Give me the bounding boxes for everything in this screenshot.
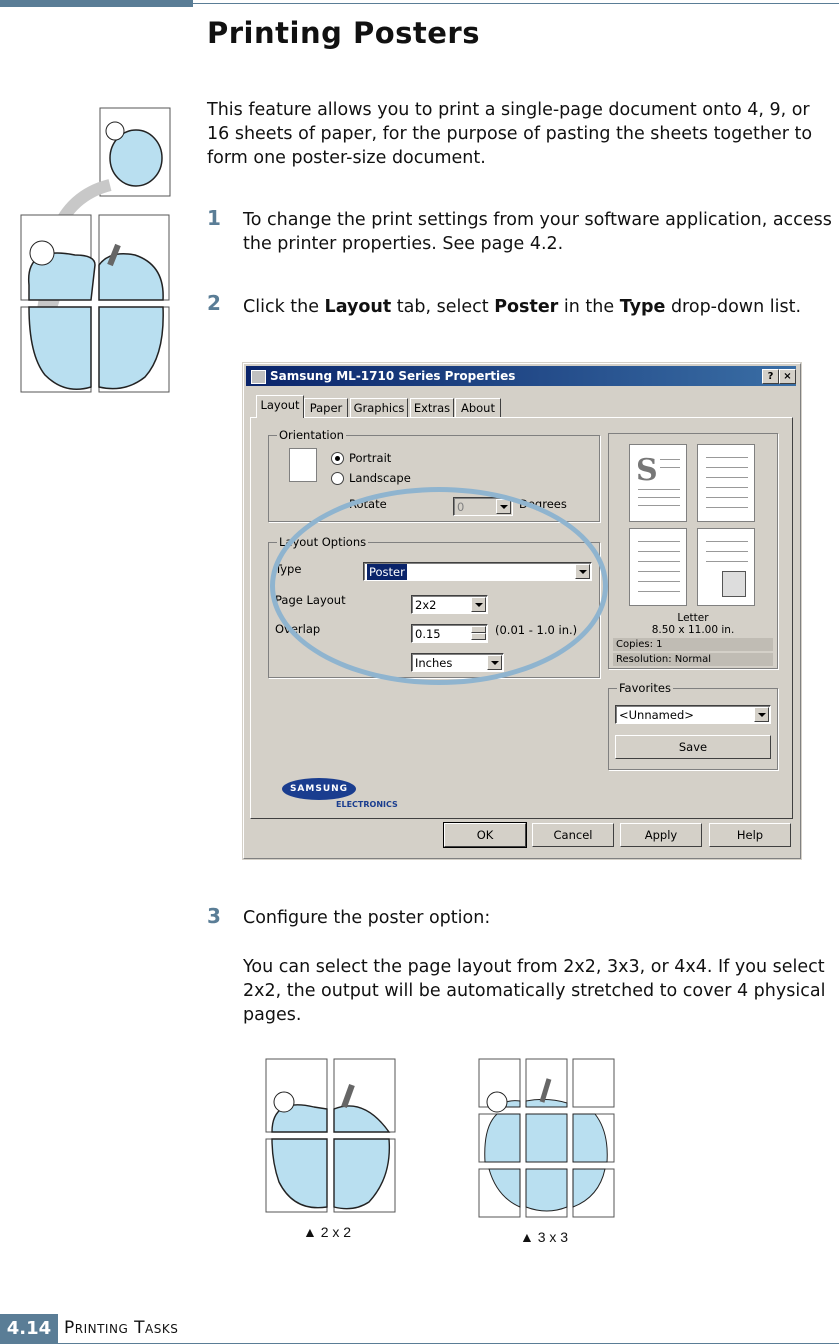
preview-line [638,561,680,562]
portrait-label: Portrait [349,451,392,465]
tab-graphics[interactable]: Graphics [350,398,408,418]
preview-line [638,591,680,592]
samsung-logo: SAMSUNG [282,778,356,800]
help-button[interactable]: Help [709,823,791,847]
layout-tab-ref: Layout [324,297,392,317]
tab-layout[interactable]: Layout [256,395,304,418]
resolution-info: Resolution: Normal [613,653,773,666]
chevron-down-icon [754,707,769,722]
degrees-label: Degrees [519,497,567,511]
preview-line [706,497,748,498]
preview-line [638,551,680,552]
cancel-button[interactable]: Cancel [532,823,614,847]
help-title-button[interactable]: ? [762,369,779,384]
orientation-label: Orientation [279,428,344,442]
preview-line [638,497,680,498]
preview-line [706,487,748,488]
dialog-title: Samsung ML-1710 Series Properties [270,369,516,383]
favorites-select[interactable] [615,705,771,724]
preview-page [697,528,755,606]
preview-line [706,467,748,468]
apply-button[interactable]: Apply [620,823,702,847]
layout-options-label: Layout Options [279,535,367,549]
caption-2x2: ▲ 2 x 2 [303,1224,352,1240]
step-3-detail: You can select the page layout from 2x2, 3x3, or 4x4. If you select 2x2, the output will be automatically stretched to cover 4 physical pages. [243,957,826,1025]
poster-illustration [15,105,175,395]
preview-glyph: S [636,453,658,488]
tab-paper[interactable]: Paper [304,398,348,418]
poster-2x2-illustration [264,1057,398,1217]
preview-line [706,507,748,508]
portrait-page-icon [289,448,317,482]
preview-line [706,477,748,478]
electronics-logo-text: ELECTRONICS [336,800,398,809]
step-2-text-part: in the [558,297,620,317]
step-1-number: 1 [207,206,221,230]
units-value: Inches [415,656,453,670]
paper-size: 8.50 x 11.00 in. [651,624,735,636]
poster-ref: Poster [494,297,559,317]
step-3-number: 3 [207,904,221,928]
page-layout-value: 2x2 [415,598,437,612]
rotate-value: 0 [457,500,465,514]
preview-line [706,561,748,562]
page-number: 4.14 [0,1314,58,1344]
step-2-text-part: drop-down list. [665,297,802,317]
type-label: Type [275,562,302,576]
rotate-label: Rotate [349,497,387,511]
dialog-titlebar [246,366,796,386]
preview-line [638,581,680,582]
landscape-label: Landscape [349,471,411,485]
portrait-radio[interactable] [331,452,344,465]
page-preview [608,433,778,669]
section-name: Printing Tasks [64,1318,179,1338]
type-value: Poster [369,565,405,579]
preview-page [629,444,687,522]
overlap-label: Overlap [275,622,321,636]
tab-about[interactable]: About [455,398,501,418]
paper-name: Letter [677,612,709,624]
overlap-value: 0.15 [415,627,441,641]
step-2-text-part: Click the [243,297,325,317]
preview-line [706,541,748,542]
type-ref: Type [619,297,666,317]
favorites-group [608,681,778,770]
poster-3x3-illustration [477,1057,617,1221]
favorites-value: <Unnamed> [619,708,694,722]
save-button[interactable]: Save [615,735,771,759]
preview-line [638,489,680,490]
copies-info: Copies: 1 [613,638,773,651]
preview-line [660,467,680,468]
page-title: Printing Posters [207,16,480,50]
preview-page [629,528,687,606]
header-bar [0,0,193,7]
preview-line [638,571,680,572]
landscape-radio[interactable] [331,472,344,485]
favorites-label: Favorites [619,681,671,695]
preview-line [706,551,748,552]
step-2-text [243,295,837,319]
preview-line [660,459,680,460]
tab-extras[interactable]: Extras [410,398,454,418]
step-2-text-part: tab, select [391,297,495,317]
step-1-text: To change the print settings from your software application, access the printer properties. See page 4.2. [243,210,832,254]
step-2-number: 2 [207,291,221,315]
preview-line [638,505,680,506]
bar-graph-icon [722,571,746,597]
ok-button[interactable]: OK [444,823,526,847]
step-3-text: Configure the poster option: [243,908,491,928]
close-icon[interactable]: × [779,369,796,384]
page-layout-label: Page Layout [275,593,346,607]
preview-page [697,444,755,522]
header-rule [193,3,839,4]
preview-line [706,457,748,458]
caption-3x3: ▲ 3 x 3 [520,1229,569,1245]
preview-line [638,541,680,542]
highlight-ellipse [270,487,608,685]
printer-icon [251,370,266,384]
overlap-range: (0.01 - 1.0 in.) [495,623,578,637]
intro-paragraph: This feature allows you to print a single-page document onto 4, 9, or 16 sheets of paper, for the purpose of pasting the sheets together to form one poster-size document. [207,100,813,168]
